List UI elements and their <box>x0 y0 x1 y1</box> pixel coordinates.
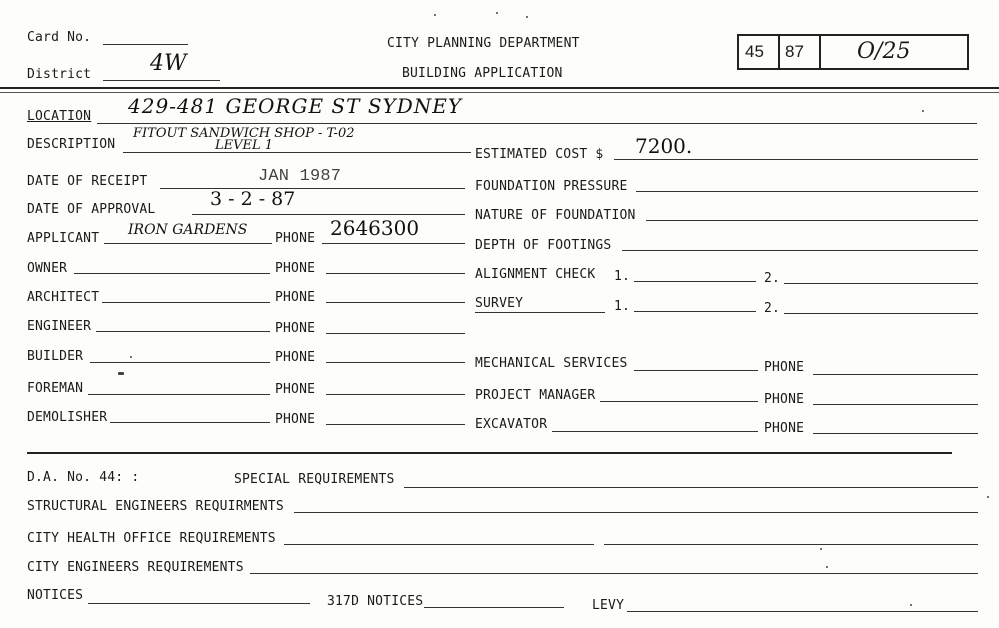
notices-label: NOTICES <box>27 588 84 603</box>
department-title: CITY PLANNING DEPARTMENT <box>387 36 580 51</box>
special-requirements-line[interactable] <box>404 487 978 488</box>
survey-label: SURVEY <box>475 296 524 311</box>
date-approval-value: 3 - 2 - 87 <box>210 188 296 210</box>
date-approval-label: DATE OF APPROVAL <box>27 202 156 217</box>
foreman-phone-label: PHONE <box>275 382 316 397</box>
district-line[interactable] <box>103 80 220 81</box>
project-manager-phone-line[interactable] <box>813 404 978 405</box>
excavator-phone-label: PHONE <box>764 421 805 436</box>
notices-317d-line[interactable] <box>424 607 564 608</box>
excavator-label: EXCAVATOR <box>475 417 548 432</box>
scan-speck <box>826 566 828 568</box>
da-number-label: D.A. No. 44: : <box>27 470 140 485</box>
excavator-phone-line[interactable] <box>813 433 978 434</box>
engineer-label: ENGINEER <box>27 319 92 334</box>
engineer-phone-label: PHONE <box>275 321 316 336</box>
description-line-2: LEVEL 1 <box>215 138 274 153</box>
health-office-label: CITY HEALTH OFFICE REQUIREMENTS <box>27 531 276 546</box>
scan-speck <box>526 16 528 18</box>
excavator-line[interactable] <box>552 431 758 432</box>
scan-speck <box>130 356 132 358</box>
district-value: 4W <box>150 51 187 76</box>
scan-speck <box>922 110 924 112</box>
city-engineers-label: CITY ENGINEERS REQUIREMENTS <box>27 560 244 575</box>
description-line-1: FITOUT SANDWICH SHOP - T-02 <box>133 126 355 141</box>
nature-foundation-line[interactable] <box>646 220 978 221</box>
alignment-num-1: 1. <box>614 269 631 284</box>
builder-phone-line[interactable] <box>326 362 465 363</box>
foreman-phone-line[interactable] <box>326 394 465 395</box>
foundation-pressure-line[interactable] <box>636 191 978 192</box>
special-requirements-label: SPECIAL REQUIREMENTS <box>234 472 395 487</box>
foundation-pressure-label: FOUNDATION PRESSURE <box>475 179 628 194</box>
notices-317d-label: 317D NOTICES <box>327 594 424 609</box>
date-receipt-line[interactable] <box>160 188 465 189</box>
ref-number-b: 87 <box>785 42 804 61</box>
foreman-label: FOREMAN <box>27 381 84 396</box>
applicant-phone-value: 2646300 <box>330 216 420 240</box>
demolisher-phone-line[interactable] <box>326 424 465 425</box>
demolisher-phone-label: PHONE <box>275 412 316 427</box>
owner-label: OWNER <box>27 261 68 276</box>
reference-box <box>737 34 969 70</box>
owner-phone-label: PHONE <box>275 261 316 276</box>
date-receipt-stamp: JAN 1987 <box>258 167 342 186</box>
scan-speck <box>118 372 124 375</box>
mechanical-line[interactable] <box>634 370 758 371</box>
ref-number-c: O/25 <box>857 39 911 64</box>
description-line[interactable] <box>123 152 471 153</box>
levy-line[interactable] <box>627 611 978 612</box>
health-office-line-a[interactable] <box>284 544 594 545</box>
survey-line-1[interactable] <box>634 311 756 312</box>
survey-num-1: 1. <box>614 299 631 314</box>
depth-footings-line[interactable] <box>622 250 978 251</box>
scan-speck <box>496 12 498 14</box>
scan-speck <box>434 14 436 16</box>
date-receipt-label: DATE OF RECEIPT <box>27 174 148 189</box>
owner-line[interactable] <box>74 273 270 274</box>
date-approval-line[interactable] <box>192 214 465 215</box>
architect-phone-label: PHONE <box>275 290 316 305</box>
scan-speck <box>820 548 822 550</box>
demolisher-line[interactable] <box>110 422 270 423</box>
estimated-cost-value: 7200. <box>635 134 693 158</box>
card-no-label: Card No. <box>27 30 92 45</box>
foreman-line[interactable] <box>88 394 270 395</box>
builder-label: BUILDER <box>27 349 84 364</box>
applicant-phone-label: PHONE <box>275 231 316 246</box>
scan-speck <box>987 496 989 498</box>
estimated-cost-label: ESTIMATED COST $ <box>475 147 604 162</box>
top-rule-2 <box>0 92 999 93</box>
applicant-phone-line[interactable] <box>322 243 465 244</box>
applicant-value: IRON GARDENS <box>128 222 248 238</box>
notices-line[interactable] <box>88 603 310 604</box>
applicant-line[interactable] <box>104 243 272 244</box>
architect-label: ARCHITECT <box>27 290 100 305</box>
structural-engineers-label: STRUCTURAL ENGINEERS REQUIRMENTS <box>27 499 284 514</box>
builder-phone-label: PHONE <box>275 350 316 365</box>
architect-phone-line[interactable] <box>326 302 465 303</box>
district-label: District <box>27 67 92 82</box>
alignment-line-1[interactable] <box>634 281 756 282</box>
demolisher-label: DEMOLISHER <box>27 410 108 425</box>
mechanical-phone-line[interactable] <box>813 374 978 375</box>
form-title: BUILDING APPLICATION <box>402 66 563 81</box>
location-value: 429-481 GEORGE ST SYDNEY <box>128 94 463 118</box>
top-rule <box>0 87 999 89</box>
owner-phone-line[interactable] <box>326 273 465 274</box>
alignment-line-2[interactable] <box>784 283 978 284</box>
health-office-line-b[interactable] <box>604 544 978 545</box>
scan-speck <box>910 604 912 606</box>
alignment-num-2: 2. <box>764 271 781 286</box>
project-manager-phone-label: PHONE <box>764 392 805 407</box>
mechanical-label: MECHANICAL SERVICES <box>475 356 628 371</box>
engineer-line[interactable] <box>96 331 270 332</box>
ref-number-a: 45 <box>745 42 764 61</box>
survey-num-2: 2. <box>764 301 781 316</box>
location-label: LOCATION <box>27 109 92 124</box>
depth-footings-label: DEPTH OF FOOTINGS <box>475 238 612 253</box>
structural-engineers-line[interactable] <box>294 512 978 513</box>
builder-line[interactable] <box>90 362 270 363</box>
applicant-label: APPLICANT <box>27 231 100 246</box>
survey-underline <box>475 312 605 313</box>
project-manager-line[interactable] <box>600 401 758 402</box>
levy-label: LEVY <box>592 598 625 613</box>
nature-foundation-label: NATURE OF FOUNDATION <box>475 208 636 223</box>
city-engineers-line[interactable] <box>250 573 978 574</box>
description-label: DESCRIPTION <box>27 137 116 152</box>
survey-line-2[interactable] <box>784 313 978 314</box>
estimated-cost-line[interactable] <box>614 159 978 160</box>
mechanical-phone-label: PHONE <box>764 360 805 375</box>
project-manager-label: PROJECT MANAGER <box>475 388 596 403</box>
alignment-check-label: ALIGNMENT CHECK <box>475 267 596 282</box>
section-separator <box>27 452 952 454</box>
engineer-phone-line[interactable] <box>326 333 465 334</box>
card-no-line[interactable] <box>103 44 188 45</box>
architect-line[interactable] <box>102 302 270 303</box>
